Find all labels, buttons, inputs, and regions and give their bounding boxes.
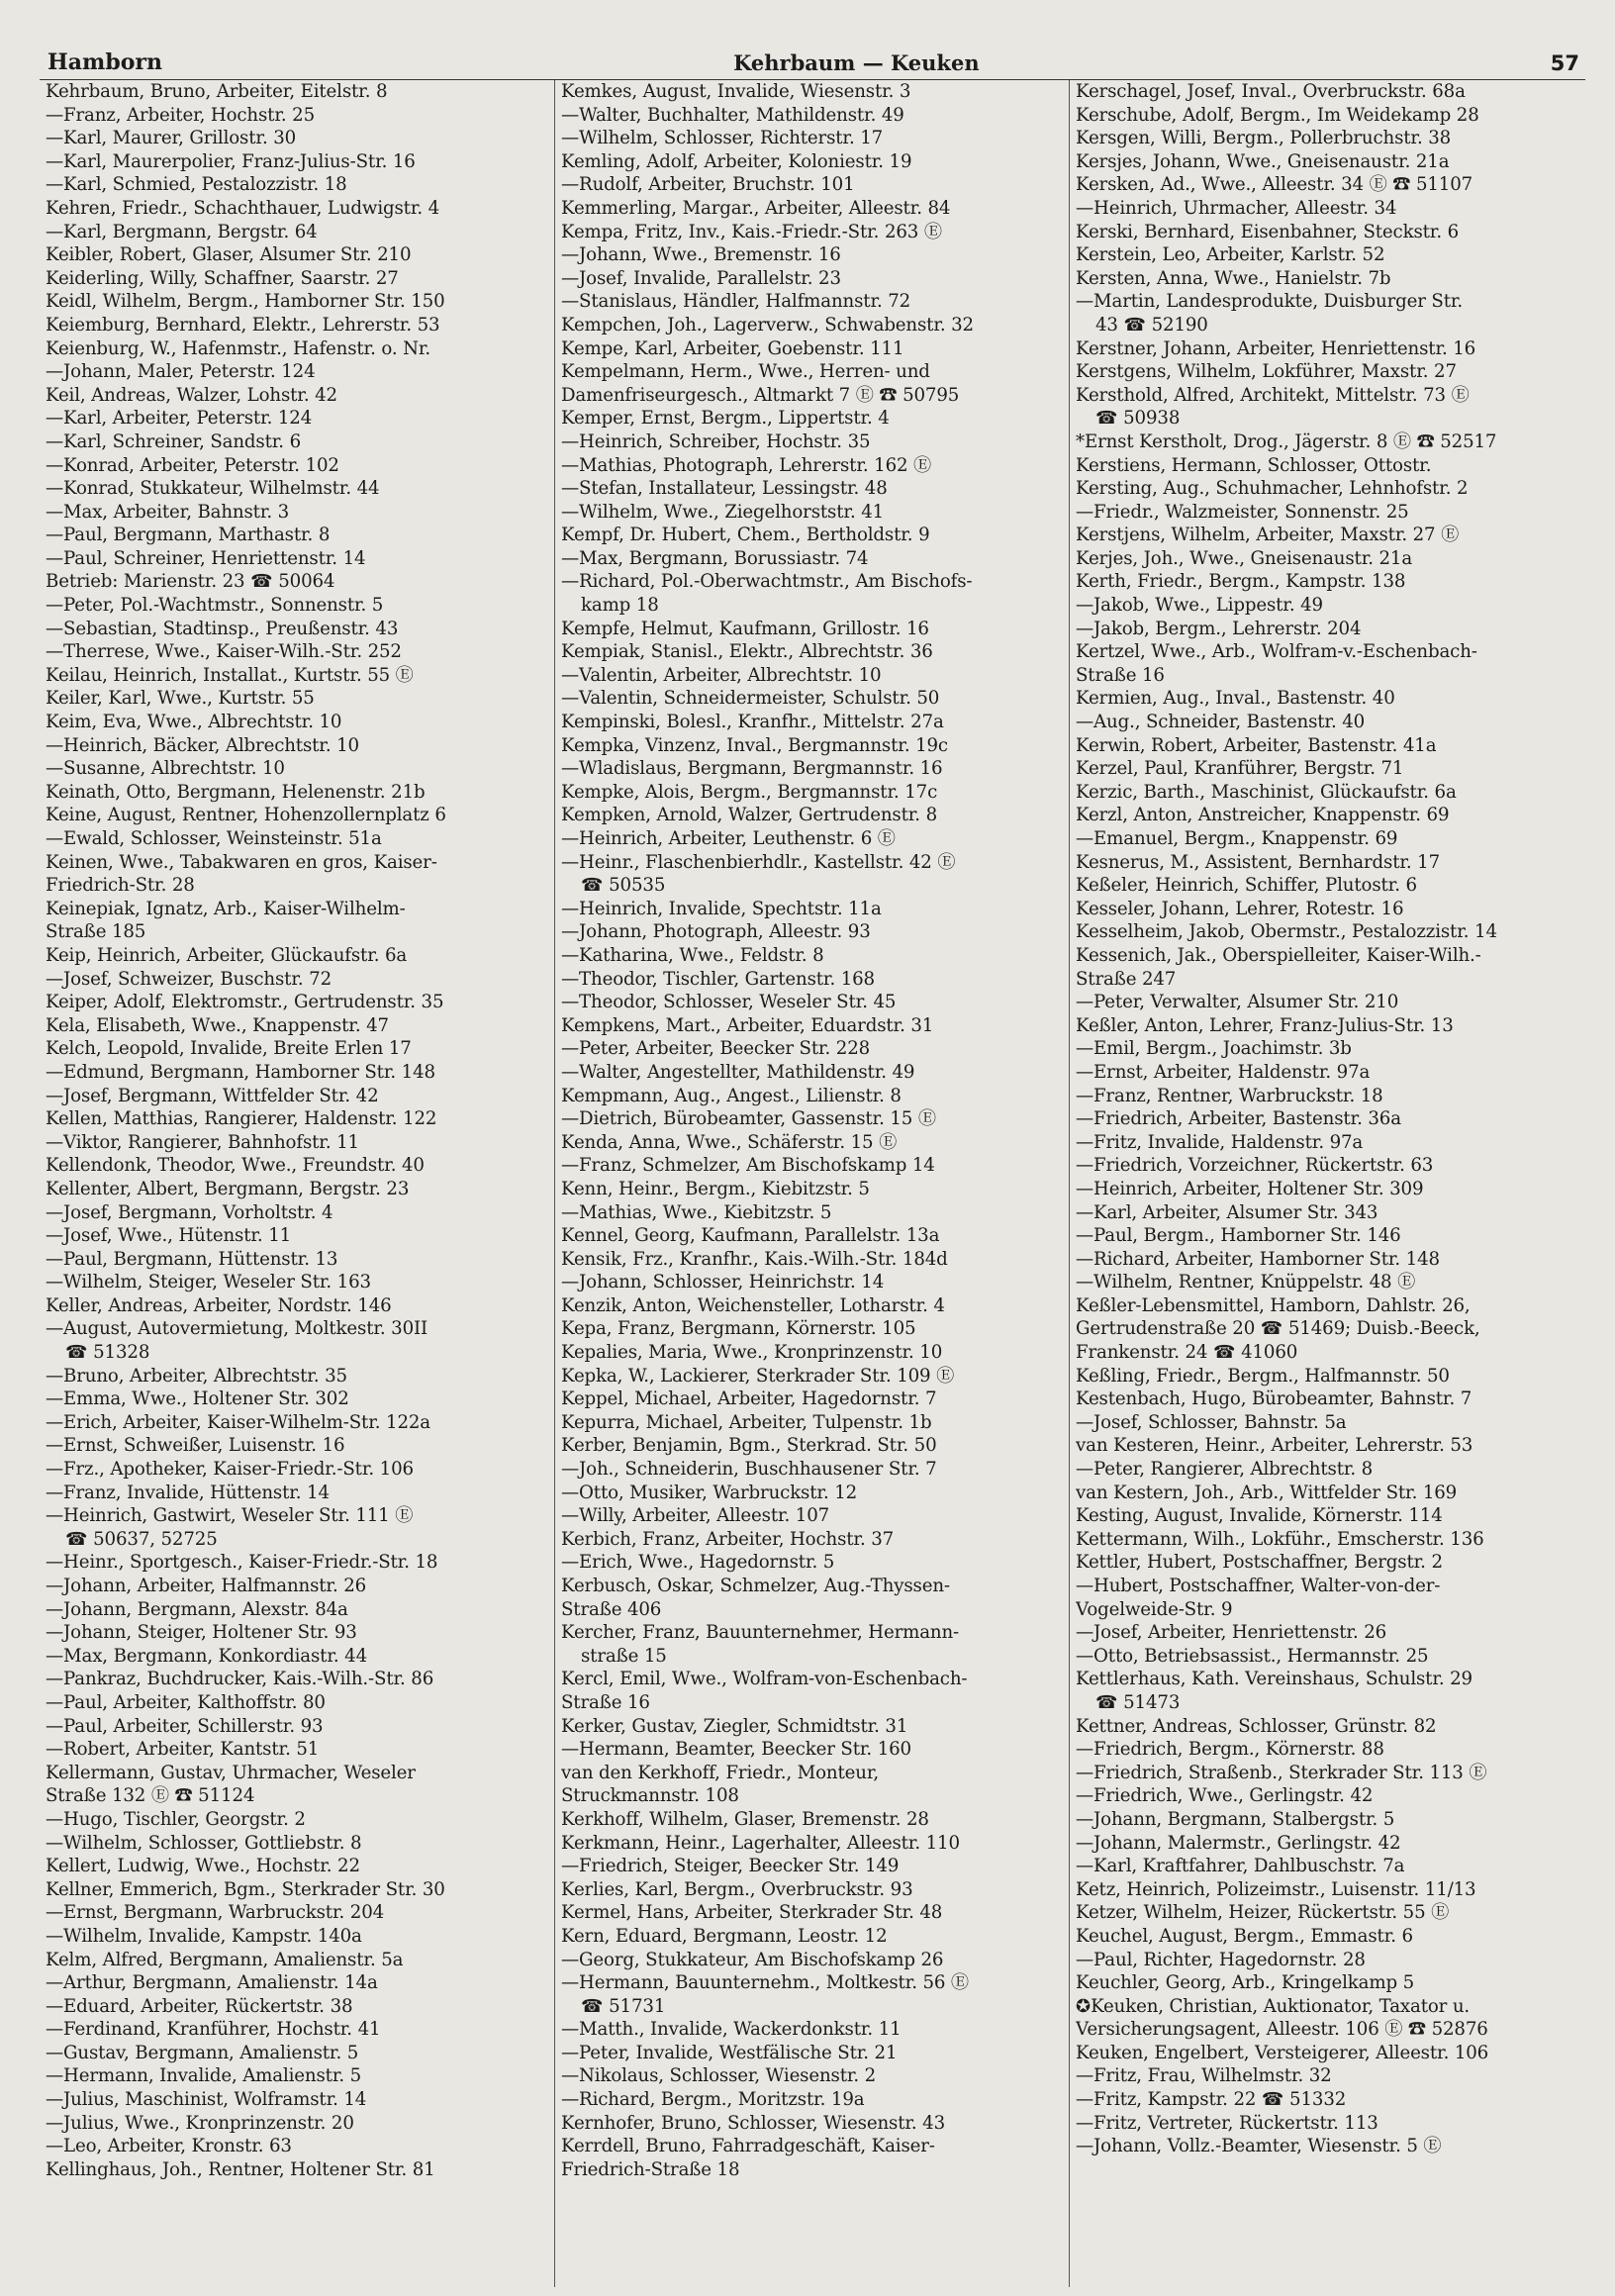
directory-entry: —Theodor, Tischler, Gartenstr. 168 bbox=[561, 968, 875, 990]
directory-entry: —Paul, Arbeiter, Schillerstr. 93 bbox=[46, 1715, 324, 1737]
directory-entry: Kepurra, Michael, Arbeiter, Tulpenstr. 1b bbox=[561, 1411, 932, 1433]
directory-entry: Kercher, Franz, Bauunternehmer, Hermann- bbox=[561, 1622, 960, 1644]
directory-entry: Kernhofer, Bruno, Schlosser, Wiesenstr. 43 bbox=[561, 2112, 946, 2134]
directory-entry: —Leo, Arbeiter, Kronstr. 63 bbox=[46, 2136, 292, 2157]
directory-entry: —Aug., Schneider, Bastenstr. 40 bbox=[1076, 712, 1366, 733]
directory-entry: —Karl, Arbeiter, Peterstr. 124 bbox=[46, 408, 313, 430]
directory-entry: Keiler, Karl, Wwe., Kurtstr. 55 bbox=[46, 688, 315, 710]
directory-entry: Kerzel, Paul, Kranführer, Bergstr. 71 bbox=[1076, 758, 1404, 780]
directory-entry: —Edmund, Bergmann, Hamborner Str. 148 bbox=[46, 1061, 435, 1083]
directory-entry: Kenn, Heinr., Bergm., Kiebitzstr. 5 bbox=[561, 1178, 870, 1199]
directory-entry: Kerbusch, Oskar, Schmelzer, Aug.-Thyssen- bbox=[561, 1576, 950, 1596]
directory-entry: —Walter, Buchhalter, Mathildenstr. 49 bbox=[561, 104, 904, 126]
directory-entry: Keip, Heinrich, Arbeiter, Glückaufstr. 6a bbox=[46, 944, 408, 966]
directory-entry: Kerth, Friedr., Bergm., Kampstr. 138 bbox=[1076, 571, 1406, 593]
directory-entry: van den Kerkhoff, Friedr., Monteur, bbox=[561, 1762, 880, 1783]
directory-entry: Kempkens, Mart., Arbeiter, Eduardstr. 31 bbox=[561, 1014, 934, 1036]
directory-entry: —Viktor, Rangierer, Bahnhofstr. 11 bbox=[46, 1131, 359, 1153]
directory-entry: —Karl, Schreiner, Sandstr. 6 bbox=[46, 430, 301, 452]
directory-entry: —Max, Bergmann, Konkordiastr. 44 bbox=[46, 1645, 367, 1667]
directory-entry: —Wilhelm, Schlosser, Gottliebstr. 8 bbox=[46, 1832, 362, 1854]
directory-entry: Straße 16 bbox=[1076, 664, 1165, 686]
directory-entry: —Konrad, Arbeiter, Peterstr. 102 bbox=[46, 454, 339, 476]
column-right bbox=[1069, 80, 1583, 2287]
directory-entry: —Erich, Wwe., Hagedornstr. 5 bbox=[561, 1552, 835, 1574]
directory-entry: Keidl, Wilhelm, Bergm., Hamborner Str. 150 bbox=[46, 291, 445, 313]
directory-entry: Kettermann, Wilh., Lokführ., Emscherstr. 136 bbox=[1076, 1528, 1484, 1550]
directory-entry: —Wladislaus, Bergmann, Bergmannstr. 16 bbox=[561, 758, 943, 780]
directory-entry: —Max, Bergmann, Borussiastr. 74 bbox=[561, 547, 869, 569]
directory-entry: Keim, Eva, Wwe., Albrechtstr. 10 bbox=[46, 712, 342, 733]
directory-entry: Kempf, Dr. Hubert, Chem., Bertholdstr. 9 bbox=[561, 525, 930, 546]
directory-entry: —Johann, Malermstr., Gerlingstr. 42 bbox=[1076, 1832, 1401, 1854]
directory-entry: Keienburg, W., Hafenmstr., Hafenstr. o. Nr. bbox=[46, 337, 431, 359]
directory-entry: straße 15 bbox=[581, 1645, 667, 1667]
directory-entry: —Eduard, Arbeiter, Rückertstr. 38 bbox=[46, 1995, 353, 2017]
directory-entry: Kempmann, Aug., Angest., Lilienstr. 8 bbox=[561, 1085, 902, 1106]
directory-entry: —Robert, Arbeiter, Kantstr. 51 bbox=[46, 1739, 320, 1761]
directory-entry: Kellenter, Albert, Bergmann, Bergstr. 23 bbox=[46, 1178, 410, 1199]
directory-entry: Kerzl, Anton, Anstreicher, Knappenstr. 69 bbox=[1076, 805, 1450, 826]
directory-entry: —Joh., Schneiderin, Buschhausener Str. 7 bbox=[561, 1459, 937, 1481]
directory-entry: Kesseler, Johann, Lehrer, Rotestr. 16 bbox=[1076, 898, 1404, 919]
directory-entry: Keppel, Michael, Arbeiter, Hagedornstr. 7 bbox=[561, 1388, 937, 1410]
directory-entry: —Heinr., Sportgesch., Kaiser-Friedr.-Str. 18 bbox=[46, 1552, 438, 1574]
directory-entry: —Heinrich, Arbeiter, Leuthenstr. 6 Ⓔ bbox=[561, 828, 896, 849]
header-city: Hamborn bbox=[48, 49, 162, 75]
directory-entry: —Richard, Pol.-Oberwachtmstr., Am Bischofs- bbox=[561, 571, 973, 593]
directory-entry: Kempinski, Bolesl., Kranfhr., Mittelstr. 27a bbox=[561, 712, 944, 733]
directory-entry: Kelm, Alfred, Bergmann, Amalienstr. 5a bbox=[46, 1949, 404, 1970]
directory-entry: —Karl, Arbeiter, Alsumer Str. 343 bbox=[1076, 1201, 1378, 1223]
directory-entry: Kerzic, Barth., Maschinist, Glückaufstr. 6a bbox=[1076, 781, 1457, 803]
directory-entry: Kersgen, Willi, Bergm., Pollerbruchstr. 38 bbox=[1076, 128, 1452, 149]
directory-entry: Kempken, Arnold, Walzer, Gertrudenstr. 8 bbox=[561, 805, 937, 826]
directory-entry: —Sebastian, Stadtinsp., Preußenstr. 43 bbox=[46, 618, 399, 639]
directory-entry: Ketzer, Wilhelm, Heizer, Rückertstr. 55 Ⓔ bbox=[1076, 1902, 1450, 1924]
directory-entry: Kellen, Matthias, Rangierer, Haldenstr. 122 bbox=[46, 1108, 437, 1130]
directory-entry: Kempfe, Helmut, Kaufmann, Grillostr. 16 bbox=[561, 618, 929, 639]
directory-entry: Keiemburg, Bernhard, Elektr., Lehrerstr. 53 bbox=[46, 314, 440, 335]
directory-entry: Keßeler, Heinrich, Schiffer, Plutostr. 6 bbox=[1076, 875, 1417, 897]
directory-entry: Kesnerus, M., Assistent, Bernhardstr. 17 bbox=[1076, 851, 1441, 873]
directory-entry: —August, Autovermietung, Moltkestr. 30II bbox=[46, 1318, 428, 1340]
directory-entry: —Franz, Arbeiter, Hochstr. 25 bbox=[46, 104, 315, 126]
directory-entry: Kellermann, Gustav, Uhrmacher, Weseler bbox=[46, 1762, 416, 1783]
directory-entry: —Theodor, Schlosser, Weseler Str. 45 bbox=[561, 992, 897, 1013]
directory-entry: —Gustav, Bergmann, Amalienstr. 5 bbox=[46, 2042, 359, 2063]
directory-entry: Keßler, Anton, Lehrer, Franz-Julius-Str. 13 bbox=[1076, 1014, 1454, 1036]
directory-entry: Kerjes, Joh., Wwe., Gneisenaustr. 21a bbox=[1076, 547, 1413, 569]
directory-entry: Kehren, Friedr., Schachthauer, Ludwigstr. 4 bbox=[46, 197, 440, 219]
directory-columns bbox=[40, 80, 1585, 2287]
directory-entry: —Paul, Schreiner, Henriettenstr. 14 bbox=[46, 547, 366, 569]
directory-entry: —Nikolaus, Schlosser, Wiesenstr. 2 bbox=[561, 2065, 877, 2087]
directory-entry: —Friedrich, Vorzeichner, Rückertstr. 63 bbox=[1076, 1155, 1434, 1177]
directory-entry: —Fritz, Vertreter, Rückertstr. 113 bbox=[1076, 2112, 1378, 2134]
directory-entry: Keuchel, August, Bergm., Emmastr. 6 bbox=[1076, 1925, 1413, 1947]
directory-entry: —Johann, Wwe., Bremenstr. 16 bbox=[561, 244, 841, 266]
directory-entry: —Richard, Bergm., Moritzstr. 19a bbox=[561, 2089, 865, 2111]
directory-entry: —Johann, Bergmann, Stalbergstr. 5 bbox=[1076, 1808, 1395, 1830]
directory-entry: Friedrich-Str. 28 bbox=[46, 875, 195, 897]
directory-entry: —Josef, Invalide, Parallelstr. 23 bbox=[561, 267, 841, 289]
directory-entry: Kettlerhaus, Kath. Vereinshaus, Schulstr. 29 bbox=[1076, 1669, 1472, 1690]
directory-entry: Kempchen, Joh., Lagerverw., Schwabenstr. 32 bbox=[561, 314, 974, 335]
directory-entry: —Stanislaus, Händler, Halfmannstr. 72 bbox=[561, 291, 911, 313]
directory-entry: Kennel, Georg, Kaufmann, Parallelstr. 13a bbox=[561, 1225, 940, 1247]
directory-entry: —Josef, Arbeiter, Henriettenstr. 26 bbox=[1076, 1622, 1387, 1644]
directory-entry: —Bruno, Arbeiter, Albrechtstr. 35 bbox=[46, 1365, 347, 1387]
directory-entry: —Friedrich, Wwe., Gerlingstr. 42 bbox=[1076, 1785, 1374, 1807]
directory-entry: kamp 18 bbox=[581, 595, 659, 617]
directory-entry: —Johann, Bergmann, Alexstr. 84a bbox=[46, 1598, 348, 1620]
page-header bbox=[40, 44, 1585, 80]
directory-entry: —Heinrich, Uhrmacher, Alleestr. 34 bbox=[1076, 197, 1397, 219]
directory-entry: Kerschube, Adolf, Bergm., Im Weidekamp 28 bbox=[1076, 104, 1479, 126]
directory-entry: —Valentin, Schneidermeister, Schulstr. 50 bbox=[561, 688, 940, 710]
directory-entry: —Fritz, Frau, Wilhelmstr. 32 bbox=[1076, 2065, 1332, 2087]
directory-entry: —Karl, Bergmann, Bergstr. 64 bbox=[46, 221, 318, 242]
directory-entry: Keinath, Otto, Bergmann, Helenenstr. 21b bbox=[46, 781, 426, 803]
directory-entry: Kerrdell, Bruno, Fahrradgeschäft, Kaiser- bbox=[561, 2136, 935, 2157]
directory-entry: van Kesteren, Heinr., Arbeiter, Lehrerstr. 53 bbox=[1076, 1435, 1473, 1457]
directory-entry: —Franz, Invalide, Hüttenstr. 14 bbox=[46, 1482, 330, 1503]
directory-entry: Kern, Eduard, Bergmann, Leostr. 12 bbox=[561, 1925, 888, 1947]
directory-entry: —Konrad, Stukkateur, Wilhelmstr. 44 bbox=[46, 478, 380, 500]
directory-entry: Ketz, Heinrich, Polizeimstr., Luisenstr. 11/13 bbox=[1076, 1878, 1476, 1900]
directory-entry: —Hermann, Beamter, Beecker Str. 160 bbox=[561, 1739, 911, 1761]
directory-entry: —Willy, Arbeiter, Alleestr. 107 bbox=[561, 1505, 830, 1527]
directory-entry: —Peter, Pol.-Wachtmstr., Sonnenstr. 5 bbox=[46, 595, 384, 617]
directory-entry: Kercl, Emil, Wwe., Wolfram-von-Eschenbach- bbox=[561, 1669, 968, 1690]
directory-entry: Kellinghaus, Joh., Rentner, Holtener Str. 81 bbox=[46, 2158, 435, 2180]
directory-entry: —Paul, Bergm., Hamborner Str. 146 bbox=[1076, 1225, 1401, 1247]
directory-entry: —Friedrich, Bergm., Körnerstr. 88 bbox=[1076, 1739, 1384, 1761]
directory-entry: Kertzel, Wwe., Arb., Wolfram-v.-Eschenbach- bbox=[1076, 641, 1477, 663]
directory-entry: Kerber, Benjamin, Bgm., Sterkrad. Str. 50 bbox=[561, 1435, 937, 1457]
column-left bbox=[40, 80, 554, 2287]
directory-entry: —Emma, Wwe., Holtener Str. 302 bbox=[46, 1388, 349, 1410]
directory-entry: Kerski, Bernhard, Eisenbahner, Steckstr. 6 bbox=[1076, 221, 1460, 242]
directory-entry: Kersken, Ad., Wwe., Alleestr. 34 Ⓔ ☎ 51107 bbox=[1076, 174, 1473, 196]
directory-entry: Straße 247 bbox=[1076, 968, 1177, 990]
directory-entry: —Heinr., Flaschenbierhdlr., Kastellstr. 42 Ⓔ bbox=[561, 851, 956, 873]
directory-entry: —Richard, Arbeiter, Hamborner Str. 148 bbox=[1076, 1248, 1440, 1270]
directory-entry: Kellendonk, Theodor, Wwe., Freundstr. 40 bbox=[46, 1155, 425, 1177]
directory-entry: Kemkes, August, Invalide, Wiesenstr. 3 bbox=[561, 81, 911, 102]
directory-entry: Kemper, Ernst, Bergm., Lippertstr. 4 bbox=[561, 408, 890, 430]
directory-entry: Kersting, Aug., Schuhmacher, Lehnhofstr. 2 bbox=[1076, 478, 1469, 500]
directory-entry: —Johann, Steiger, Holtener Str. 93 bbox=[46, 1622, 357, 1644]
directory-entry: Vogelweide-Str. 9 bbox=[1076, 1598, 1233, 1620]
directory-entry: ☎ 50535 bbox=[581, 875, 666, 897]
directory-entry: —Paul, Richter, Hagedornstr. 28 bbox=[1076, 1949, 1366, 1970]
directory-entry: —Wilhelm, Rentner, Knüppelstr. 48 Ⓔ bbox=[1076, 1272, 1416, 1293]
directory-entry: —Susanne, Albrechtstr. 10 bbox=[46, 758, 285, 780]
directory-entry: Keil, Andreas, Walzer, Lohstr. 42 bbox=[46, 384, 337, 406]
directory-entry: Straße 185 bbox=[46, 921, 146, 943]
directory-entry: —Peter, Rangierer, Albrechtstr. 8 bbox=[1076, 1459, 1374, 1481]
directory-entry: Kerstjens, Wilhelm, Arbeiter, Maxstr. 27 Ⓔ bbox=[1076, 525, 1460, 546]
directory-entry: Kersthold, Alfred, Architekt, Mittelstr. 73 Ⓔ bbox=[1076, 384, 1470, 406]
directory-entry: —Hugo, Tischler, Georgstr. 2 bbox=[46, 1808, 306, 1830]
directory-entry: Kempka, Vinzenz, Inval., Bergmannstr. 19c bbox=[561, 734, 948, 756]
directory-entry: —Ferdinand, Kranführer, Hochstr. 41 bbox=[46, 2019, 381, 2041]
directory-entry: —Johann, Schlosser, Heinrichstr. 14 bbox=[561, 1272, 885, 1293]
directory-entry: Kepka, W., Lackierer, Sterkrader Str. 109 Ⓔ bbox=[561, 1365, 955, 1387]
directory-entry: Kerstgens, Wilhelm, Lokführer, Maxstr. 27 bbox=[1076, 361, 1457, 383]
directory-entry: Keßling, Friedr., Bergm., Halfmannstr. 50 bbox=[1076, 1365, 1450, 1387]
directory-entry: —Hermann, Bauunternehm., Moltkestr. 56 Ⓔ bbox=[561, 1972, 969, 1994]
directory-entry: Kersten, Anna, Wwe., Hanielstr. 7b bbox=[1076, 267, 1391, 289]
directory-entry: —Julius, Wwe., Kronprinzenstr. 20 bbox=[46, 2112, 354, 2134]
directory-entry: Keibler, Robert, Glaser, Alsumer Str. 210 bbox=[46, 244, 412, 266]
directory-entry: —Ernst, Bergmann, Warbruckstr. 204 bbox=[46, 1902, 385, 1924]
directory-entry: Straße 16 bbox=[561, 1691, 650, 1713]
directory-entry: Kenzik, Anton, Weichensteller, Lotharstr. 4 bbox=[561, 1294, 945, 1316]
directory-entry: —Friedrich, Arbeiter, Bastenstr. 36a bbox=[1076, 1108, 1401, 1130]
directory-entry: —Martin, Landesprodukte, Duisburger Str. bbox=[1076, 291, 1464, 313]
directory-entry: Gertrudenstraße 20 ☎ 51469; Duisb.-Beeck, bbox=[1076, 1318, 1480, 1340]
directory-entry: —Franz, Rentner, Warbruckstr. 18 bbox=[1076, 1085, 1383, 1106]
directory-entry: —Dietrich, Bürobeamter, Gassenstr. 15 Ⓔ bbox=[561, 1108, 936, 1130]
directory-entry: —Heinrich, Bäcker, Albrechtstr. 10 bbox=[46, 734, 359, 756]
directory-entry: —Emil, Bergm., Joachimstr. 3b bbox=[1076, 1038, 1352, 1060]
directory-entry: —Paul, Arbeiter, Kalthoffstr. 80 bbox=[46, 1691, 326, 1713]
directory-entry: —Katharina, Wwe., Feldstr. 8 bbox=[561, 944, 824, 966]
directory-entry: Kestenbach, Hugo, Bürobeamter, Bahnstr. 7 bbox=[1076, 1388, 1472, 1410]
directory-entry: —Ewald, Schlosser, Weinsteinstr. 51a bbox=[46, 828, 382, 849]
directory-entry: Kemling, Adolf, Arbeiter, Koloniestr. 19 bbox=[561, 150, 912, 172]
directory-entry: Keiper, Adolf, Elektromstr., Gertrudenstr. 35 bbox=[46, 992, 444, 1013]
directory-entry: Kermien, Aug., Inval., Bastenstr. 40 bbox=[1076, 688, 1395, 710]
directory-entry: —Jakob, Bergm., Lehrerstr. 204 bbox=[1076, 618, 1362, 639]
page-number: 57 bbox=[1550, 51, 1579, 75]
directory-entry: —Paul, Bergmann, Marthastr. 8 bbox=[46, 525, 331, 546]
directory-entry: —Peter, Invalide, Westfälische Str. 21 bbox=[561, 2042, 898, 2063]
directory-entry: Kepalies, Maria, Wwe., Kronprinzenstr. 10 bbox=[561, 1342, 943, 1364]
directory-entry: Kempelmann, Herm., Wwe., Herren- und bbox=[561, 361, 930, 383]
directory-entry: Frankenstr. 24 ☎ 41060 bbox=[1076, 1342, 1298, 1364]
directory-entry: ✪Keuken, Christian, Auktionator, Taxator u. bbox=[1076, 1995, 1471, 2017]
directory-entry: —Heinrich, Invalide, Spechtstr. 11a bbox=[561, 898, 882, 919]
directory-entry: Keilau, Heinrich, Installat., Kurtstr. 55 Ⓔ bbox=[46, 664, 414, 686]
directory-entry: —Otto, Betriebsassist., Hermannstr. 25 bbox=[1076, 1645, 1429, 1667]
directory-entry: Kesselheim, Jakob, Obermstr., Pestalozzistr. 14 bbox=[1076, 921, 1497, 943]
directory-entry: —Rudolf, Arbeiter, Bruchstr. 101 bbox=[561, 174, 855, 196]
directory-entry: —Mathias, Photograph, Lehrerstr. 162 Ⓔ bbox=[561, 454, 932, 476]
directory-entry: —Heinrich, Arbeiter, Holtener Str. 309 bbox=[1076, 1178, 1424, 1199]
directory-entry: ☎ 51328 bbox=[65, 1342, 150, 1364]
directory-entry: Kerwin, Robert, Arbeiter, Bastenstr. 41a bbox=[1076, 734, 1437, 756]
directory-entry: Kellert, Ludwig, Wwe., Hochstr. 22 bbox=[46, 1856, 360, 1877]
directory-entry: Kellner, Emmerich, Bgm., Sterkrader Str. 30 bbox=[46, 1878, 445, 1900]
directory-entry: —Ernst, Arbeiter, Haldenstr. 97a bbox=[1076, 1061, 1371, 1083]
directory-entry: —Emanuel, Bergm., Knappenstr. 69 bbox=[1076, 828, 1398, 849]
directory-entry: Kerschagel, Josef, Inval., Overbruckstr. 68a bbox=[1076, 81, 1466, 102]
directory-entry: ☎ 50938 bbox=[1095, 408, 1181, 430]
directory-entry: —Walter, Angestellter, Mathildenstr. 49 bbox=[561, 1061, 915, 1083]
directory-entry: Kesting, August, Invalide, Körnerstr. 114 bbox=[1076, 1505, 1443, 1527]
directory-entry: Kerstein, Leo, Arbeiter, Karlstr. 52 bbox=[1076, 244, 1385, 266]
directory-entry: Kerlies, Karl, Bergm., Overbruckstr. 93 bbox=[561, 1878, 913, 1900]
directory-entry: Keller, Andreas, Arbeiter, Nordstr. 146 bbox=[46, 1294, 392, 1316]
directory-entry: —Karl, Kraftfahrer, Dahlbuschstr. 7a bbox=[1076, 1856, 1405, 1877]
directory-entry: —Matth., Invalide, Wackerdonkstr. 11 bbox=[561, 2019, 902, 2041]
directory-entry: —Heinrich, Gastwirt, Weseler Str. 111 Ⓔ bbox=[46, 1505, 414, 1527]
directory-entry: —Karl, Maurer, Grillostr. 30 bbox=[46, 128, 297, 149]
directory-entry: Kepa, Franz, Bergmann, Körnerstr. 105 bbox=[561, 1318, 916, 1340]
directory-entry: Kessenich, Jak., Oberspielleiter, Kaiser-Wilh.- bbox=[1076, 944, 1481, 966]
directory-entry: Kenda, Anna, Wwe., Schäferstr. 15 Ⓔ bbox=[561, 1131, 898, 1153]
directory-entry: —Pankraz, Buchdrucker, Kais.-Wilh.-Str. 86 bbox=[46, 1669, 434, 1690]
directory-entry: Keinen, Wwe., Tabakwaren en gros, Kaiser- bbox=[46, 851, 437, 873]
directory-entry: Kerstiens, Hermann, Schlosser, Ottostr. bbox=[1076, 454, 1432, 476]
directory-entry: —Paul, Bergmann, Hüttenstr. 13 bbox=[46, 1248, 338, 1270]
directory-entry: Straße 406 bbox=[561, 1598, 662, 1620]
directory-entry: —Heinrich, Schreiber, Hochstr. 35 bbox=[561, 430, 871, 452]
directory-entry: Kerstner, Johann, Arbeiter, Henriettenstr. 16 bbox=[1076, 337, 1476, 359]
directory-entry: —Friedrich, Steiger, Beecker Str. 149 bbox=[561, 1856, 900, 1877]
directory-entry: —Franz, Schmelzer, Am Bischofskamp 14 bbox=[561, 1155, 935, 1177]
directory-entry: Kermel, Hans, Arbeiter, Sterkrader Str. 48 bbox=[561, 1902, 943, 1924]
directory-entry: —Therrese, Wwe., Kaiser-Wilh.-Str. 252 bbox=[46, 641, 402, 663]
directory-entry: —Fritz, Kampstr. 22 ☎ 51332 bbox=[1076, 2089, 1347, 2111]
directory-entry: —Hermann, Invalide, Amalienstr. 5 bbox=[46, 2065, 362, 2087]
directory-entry: Straße 132 Ⓔ ☎ 51124 bbox=[46, 1785, 255, 1807]
directory-entry: —Jakob, Wwe., Lippestr. 49 bbox=[1076, 595, 1323, 617]
header-range: Kehrbaum — Keuken bbox=[733, 50, 980, 75]
directory-entry: Kerbich, Franz, Arbeiter, Hochstr. 37 bbox=[561, 1528, 895, 1550]
directory-entry: —Otto, Musiker, Warbruckstr. 12 bbox=[561, 1482, 858, 1503]
directory-entry: Kerkhoff, Wilhelm, Glaser, Bremenstr. 28 bbox=[561, 1808, 929, 1830]
directory-entry: Friedrich-Straße 18 bbox=[561, 2158, 740, 2180]
directory-entry: Kettner, Andreas, Schlosser, Grünstr. 82 bbox=[1076, 1715, 1437, 1737]
directory-entry: Kempa, Fritz, Inv., Kais.-Friedr.-Str. 263 Ⓔ bbox=[561, 221, 942, 242]
directory-entry: Damenfriseurgesch., Altmarkt 7 Ⓔ ☎ 50795 bbox=[561, 384, 960, 406]
directory-entry: —Georg, Stukkateur, Am Bischofskamp 26 bbox=[561, 1949, 944, 1970]
directory-entry: Keuchler, Georg, Arb., Kringelkamp 5 bbox=[1076, 1972, 1415, 1994]
directory-entry: Versicherungsagent, Alleestr. 106 Ⓔ ☎ 52876 bbox=[1076, 2019, 1488, 2041]
directory-entry: —Josef, Bergmann, Vorholtstr. 4 bbox=[46, 1201, 333, 1223]
directory-entry: —Johann, Photograph, Alleestr. 93 bbox=[561, 921, 871, 943]
directory-entry: —Peter, Verwalter, Alsumer Str. 210 bbox=[1076, 992, 1399, 1013]
directory-entry: Kempke, Alois, Bergm., Bergmannstr. 17c bbox=[561, 781, 938, 803]
directory-entry: 43 ☎ 52190 bbox=[1095, 314, 1208, 335]
directory-entry: Kemmerling, Margar., Arbeiter, Alleestr. 84 bbox=[561, 197, 951, 219]
directory-entry: —Wilhelm, Invalide, Kampstr. 140a bbox=[46, 1925, 362, 1947]
directory-entry: Kensik, Frz., Kranfhr., Kais.-Wilh.-Str. 184d bbox=[561, 1248, 948, 1270]
directory-entry: —Josef, Schlosser, Bahnstr. 5a bbox=[1076, 1411, 1347, 1433]
directory-entry: Kehrbaum, Bruno, Arbeiter, Eitelstr. 8 bbox=[46, 81, 388, 102]
directory-entry: —Julius, Maschinist, Wolframstr. 14 bbox=[46, 2089, 367, 2111]
directory-entry: —Wilhelm, Steiger, Weseler Str. 163 bbox=[46, 1272, 371, 1293]
directory-entry: —Erich, Arbeiter, Kaiser-Wilhelm-Str. 122a bbox=[46, 1411, 430, 1433]
directory-entry: Kettler, Hubert, Postschaffner, Bergstr. 2 bbox=[1076, 1552, 1443, 1574]
directory-entry: *Ernst Kerstholt, Drog., Jägerstr. 8 Ⓔ ☎ 52517 bbox=[1076, 430, 1497, 452]
directory-entry: Kerkmann, Heinr., Lagerhalter, Alleestr. 110 bbox=[561, 1832, 960, 1854]
directory-entry: Keinepiak, Ignatz, Arb., Kaiser-Wilhelm- bbox=[46, 898, 406, 919]
directory-entry: Kersjes, Johann, Wwe., Gneisenaustr. 21a bbox=[1076, 150, 1450, 172]
directory-entry: —Josef, Schweizer, Buschstr. 72 bbox=[46, 968, 332, 990]
directory-entry: van Kestern, Joh., Arb., Wittfelder Str. 169 bbox=[1076, 1482, 1458, 1503]
directory-entry: Kerker, Gustav, Ziegler, Schmidtstr. 31 bbox=[561, 1715, 908, 1737]
directory-entry: ☎ 50637, 52725 bbox=[65, 1528, 218, 1550]
directory-entry: —Wilhelm, Schlosser, Richterstr. 17 bbox=[561, 128, 884, 149]
directory-entry: —Arthur, Bergmann, Amalienstr. 14a bbox=[46, 1972, 378, 1994]
directory-entry: Keuken, Engelbert, Versteigerer, Alleestr. 106 bbox=[1076, 2042, 1489, 2063]
directory-entry: Keiderling, Willy, Schaffner, Saarstr. 27 bbox=[46, 267, 399, 289]
directory-entry: —Stefan, Installateur, Lessingstr. 48 bbox=[561, 478, 888, 500]
directory-entry: —Johann, Maler, Peterstr. 124 bbox=[46, 361, 316, 383]
directory-entry: —Ernst, Schweißer, Luisenstr. 16 bbox=[46, 1435, 345, 1457]
directory-entry: ☎ 51731 bbox=[581, 1995, 666, 2017]
directory-entry: —Johann, Vollz.-Beamter, Wiesenstr. 5 Ⓔ bbox=[1076, 2136, 1442, 2157]
directory-entry: —Josef, Wwe., Hütenstr. 11 bbox=[46, 1225, 292, 1247]
directory-entry: Keßler-Lebensmittel, Hamborn, Dahlstr. 26, bbox=[1076, 1294, 1471, 1316]
directory-entry: —Karl, Schmied, Pestalozzistr. 18 bbox=[46, 174, 347, 196]
directory-entry: —Wilhelm, Wwe., Ziegelhorststr. 41 bbox=[561, 501, 885, 523]
directory-entry: —Friedr., Walzmeister, Sonnenstr. 25 bbox=[1076, 501, 1409, 523]
directory-entry: Kempiak, Stanisl., Elektr., Albrechtstr. 36 bbox=[561, 641, 933, 663]
column-middle bbox=[554, 80, 1069, 2287]
directory-entry: —Friedrich, Straßenb., Sterkrader Str. 113 Ⓔ bbox=[1076, 1762, 1487, 1783]
directory-entry: —Valentin, Arbeiter, Albrechtstr. 10 bbox=[561, 664, 882, 686]
directory-entry: —Frz., Apotheker, Kaiser-Friedr.-Str. 106 bbox=[46, 1459, 414, 1481]
directory-entry: Keine, August, Rentner, Hohenzollernplatz 6 bbox=[46, 805, 446, 826]
directory-entry: —Karl, Maurerpolier, Franz-Julius-Str. 16 bbox=[46, 150, 416, 172]
directory-entry: ☎ 51473 bbox=[1095, 1691, 1181, 1713]
directory-entry: —Hubert, Postschaffner, Walter-von-der- bbox=[1076, 1576, 1441, 1596]
directory-entry: —Fritz, Invalide, Haldenstr. 97a bbox=[1076, 1131, 1364, 1153]
directory-entry: Kempe, Karl, Arbeiter, Goebenstr. 111 bbox=[561, 337, 904, 359]
directory-entry: —Max, Arbeiter, Bahnstr. 3 bbox=[46, 501, 290, 523]
directory-entry: —Josef, Bergmann, Wittfelder Str. 42 bbox=[46, 1085, 379, 1106]
directory-entry: Struckmannstr. 108 bbox=[561, 1785, 739, 1807]
directory-entry: Betrieb: Marienstr. 23 ☎ 50064 bbox=[46, 571, 335, 593]
directory-entry: —Peter, Arbeiter, Beecker Str. 228 bbox=[561, 1038, 871, 1060]
directory-entry: Kela, Elisabeth, Wwe., Knappenstr. 47 bbox=[46, 1014, 389, 1036]
directory-entry: Kelch, Leopold, Invalide, Breite Erlen 17 bbox=[46, 1038, 412, 1060]
directory-entry: —Johann, Arbeiter, Halfmannstr. 26 bbox=[46, 1576, 367, 1596]
directory-entry: —Mathias, Wwe., Kiebitzstr. 5 bbox=[561, 1201, 832, 1223]
